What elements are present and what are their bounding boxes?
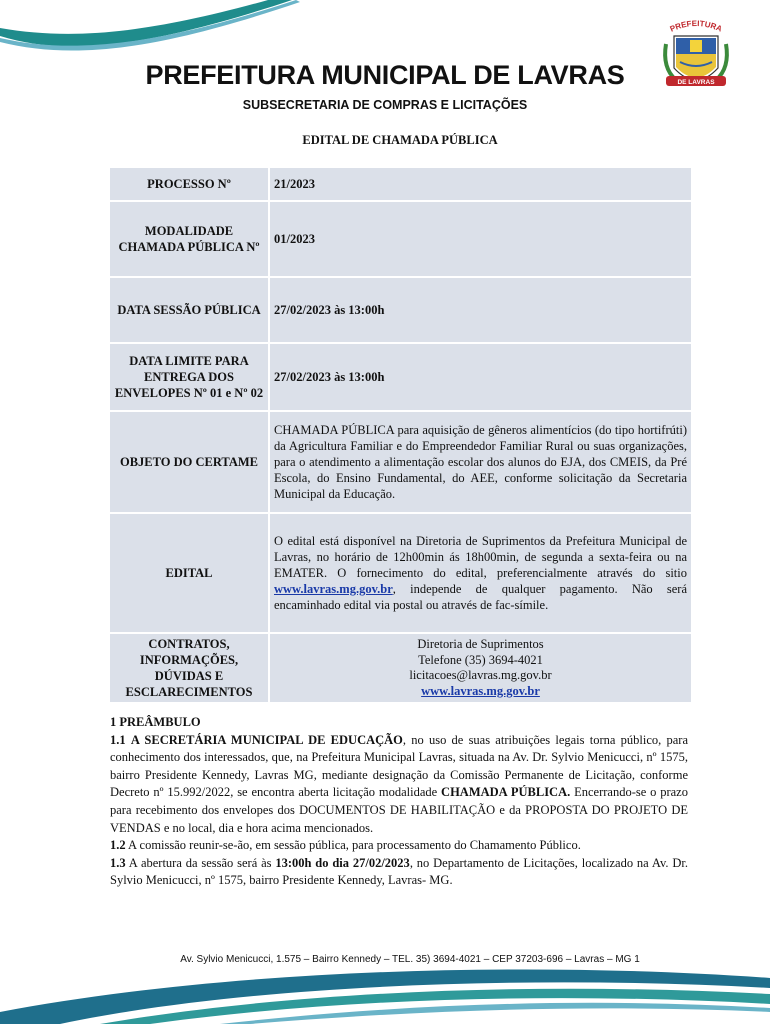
edital-value (270, 514, 691, 632)
paragraph-number: 1.2 (110, 838, 126, 853)
paragraph-1-2 (110, 837, 688, 855)
paragraph-number: 1.3 (110, 855, 126, 870)
contratos-line-2: Telefone (35) 3694-4021 (418, 652, 543, 667)
table-row (110, 412, 691, 512)
page-footer: Av. Sylvio Menicucci, 1.575 – Bairro Kennedy – TEL. 35) 3694-4021 – CEP 37203-696 – Lavras – MG 1 (180, 954, 640, 965)
paragraph-bold: CHAMADA PÚBLICA. (441, 785, 571, 800)
objeto-value: CHAMADA PÚBLICA para aquisição de gêneros alimentícios (do tipo hortifrúti) da Agricultura Familiar e do Empreendedor Familiar Rural ou suas organizações, para o atendimento a alimentação escolar dos alunos do EJA, dos CMEIS, da Pré Escola, do Ensino Fundamental, do AEE, conforme solicitação da Secretaria Municipal da Educação. (270, 412, 691, 512)
edital-text-1: O edital está disponível na Diretoria de Suprimentos da Prefeitura Municipal de Lavras, no horário de 12h00min ás 18h00min, de segunda a sexta-feira ou na EMATER. O fornecimento do edital, preferencialmente através do sitio (274, 534, 687, 580)
header-swoosh (0, 0, 300, 60)
processo-label: PROCESSO Nº (110, 168, 268, 200)
page-title: PREFEITURA MUNICIPAL DE LAVRAS (145, 60, 625, 90)
page-subtitle: SUBSECRETARIA DE COMPRAS E LICITAÇÕES (242, 98, 528, 112)
contratos-line-3: licitacoes@lavras.mg.gov.br (409, 668, 552, 682)
paragraph-bold: A SECRETÁRIA MUNICIPAL DE EDUCAÇÃO (130, 732, 403, 747)
contratos-line-1: Diretoria de Suprimentos (417, 637, 544, 651)
edital-text-2: , independe de qualquer pagamento. Não será encaminhado edital via postal ou através de fac-símile. (274, 582, 687, 612)
table-row (110, 634, 691, 702)
paragraph-text: , no uso de suas atribuições legais torna público, para conhecimento dos interessados, que, na Prefeitura Municipal Lavras, situada na Av. Dr. Sylvio Menicucci, nº 1575, bairro Presidente Kennedy, Lavras MG, mediante designação da Comissão Permanente de Licitação, conforme Decreto nº 15.992/2022, se encontra aberta licitação modalidade (110, 732, 688, 800)
sessao-label: DATA SESSÃO PÚBLICA (110, 278, 268, 342)
document-title: EDITAL DE CHAMADA PÚBLICA (302, 133, 498, 147)
contratos-value (270, 634, 691, 702)
objeto-label: OBJETO DO CERTAME (110, 412, 268, 512)
table-row (110, 278, 691, 342)
processo-value: 21/2023 (270, 168, 691, 200)
table-row (110, 344, 691, 410)
paragraph-1-1 (110, 732, 688, 838)
contratos-label: CONTRATOS, INFORMAÇÕES, DÚVIDAS E ESCLARECIMENTOS (110, 634, 268, 702)
paragraph-text: Encerrando-se o prazo para recebimento dos envelopes dos DOCUMENTOS DE HABILITAÇÃO e da PROPOSTA DO PROJETO DE VENDAS e no local, dia e hora acima mencionados. (110, 785, 688, 835)
modalidade-value: 01/2023 (270, 202, 691, 276)
contratos-site-link[interactable]: www.lavras.mg.gov.br (421, 683, 540, 698)
footer-swoosh (0, 964, 770, 1024)
limite-label: DATA LIMITE PARA ENTREGA DOS ENVELOPES Nº 01 e Nº 02 (110, 344, 268, 410)
preamble-section (110, 714, 688, 890)
limite-value: 27/02/2023 às 13:00h (270, 344, 691, 410)
edital-label: EDITAL (110, 514, 268, 632)
table-row (110, 168, 691, 200)
crest-banner: DE LAVRAS (677, 79, 715, 86)
paragraph-text: A abertura da sessão será às (125, 855, 276, 870)
edital-site-link[interactable]: www.lavras.mg.gov.br (274, 582, 393, 596)
svg-text:PREFEITURA (669, 19, 724, 34)
paragraph-text: A comissão reunir-se-ão, em sessão pública, para processamento do Chamamento Público. (125, 838, 581, 853)
paragraph-1-3 (110, 855, 688, 890)
paragraph-number: 1.1 (110, 732, 126, 747)
paragraph-text: , no Departamento de Licitações, localizado na Av. Dr. Sylvio Menicucci, nº 1575, bairro Presidente Kennedy, Lavras- MG. (110, 855, 688, 888)
section-title: 1 PREÂMBULO (110, 715, 201, 729)
table-row (110, 514, 691, 632)
paragraph-bold: 13:00h do dia 27/02/2023 (275, 855, 410, 870)
crest-label: PREFEITURA (668, 18, 724, 34)
table-row (110, 202, 691, 276)
notice-info-table (108, 166, 693, 704)
sessao-value: 27/02/2023 às 13:00h (270, 278, 691, 342)
modalidade-label: MODALIDADE CHAMADA PÚBLICA Nº (110, 202, 268, 276)
